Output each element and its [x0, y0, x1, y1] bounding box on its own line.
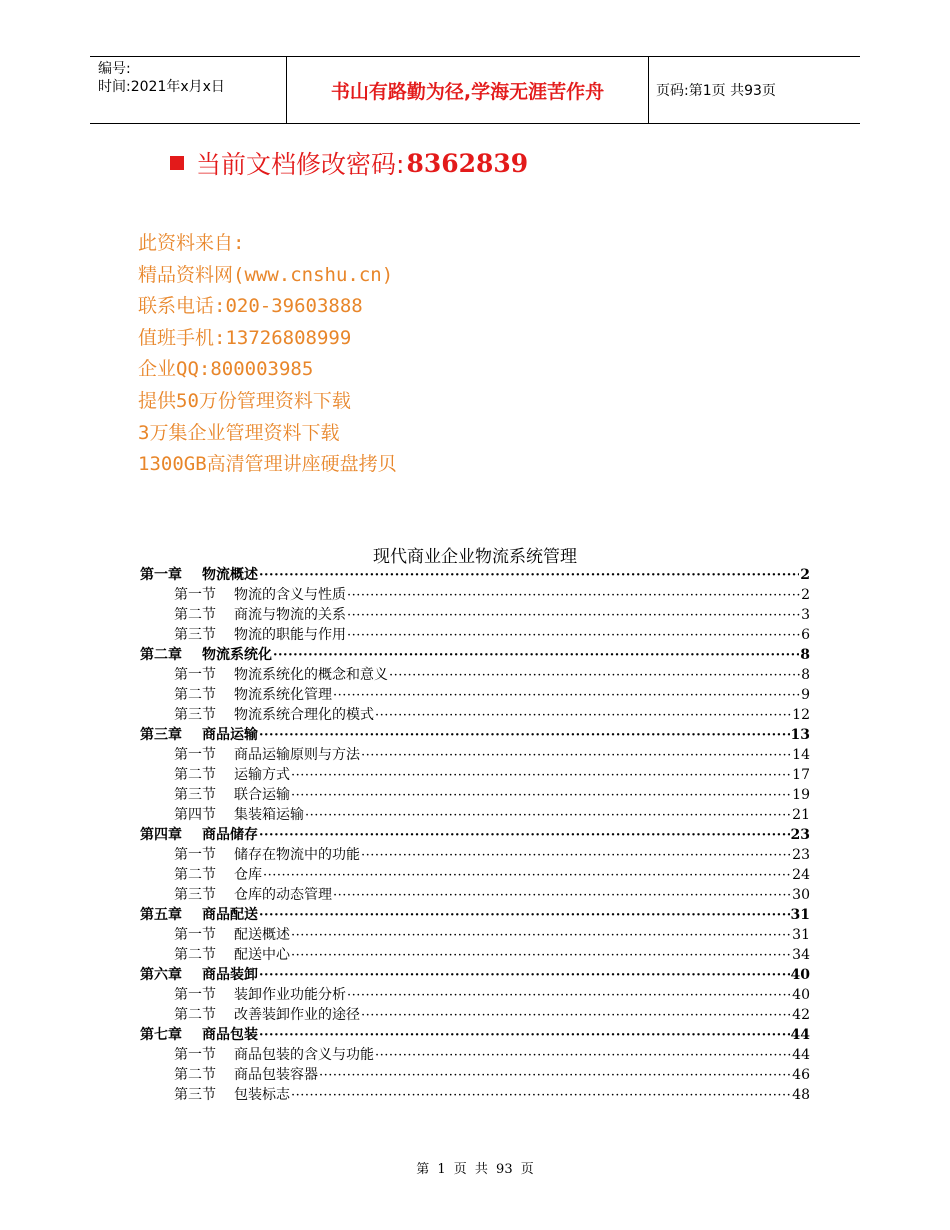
- toc-section-entry: [140, 625, 810, 645]
- toc-entry-page: 34: [792, 947, 810, 963]
- toc-entry-title: 仓库: [234, 867, 262, 883]
- source-line: 1300GB高清管理讲座硬盘拷贝: [138, 453, 397, 476]
- toc-chapter-entry: [140, 965, 810, 985]
- page-header: [90, 56, 860, 124]
- toc-entry-number: 第三节: [174, 787, 216, 803]
- toc-section-entry: [140, 865, 810, 885]
- toc-chapter-entry: [140, 565, 810, 585]
- toc-entry-number: 第一节: [174, 927, 216, 943]
- table-of-contents: [140, 565, 810, 1105]
- toc-leader-dots: [259, 966, 790, 986]
- toc-entry-number: 第三节: [174, 1087, 216, 1103]
- toc-entry-page: 3: [801, 607, 810, 623]
- toc-entry-page: 8: [801, 667, 810, 683]
- toc-section-entry: [140, 1045, 810, 1065]
- password-notice: [170, 143, 528, 183]
- header-motto: 书山有路勤为径,学海无涯苦作舟: [330, 80, 605, 103]
- toc-leader-dots: [361, 846, 791, 866]
- toc-entry-page: 14: [792, 747, 810, 763]
- toc-entry-number: 第三章: [140, 727, 182, 743]
- toc-chapter-entry: [140, 1025, 810, 1045]
- toc-entry-number: 第六章: [140, 967, 182, 983]
- toc-entry-number: 第二节: [174, 1007, 216, 1023]
- toc-entry-page: 40: [790, 967, 810, 983]
- toc-entry-title: 配送中心: [234, 947, 290, 963]
- source-line: 精品资料网(www.cnshu.cn): [138, 263, 394, 286]
- toc-section-entry: [140, 945, 810, 965]
- toc-entry-number: 第二章: [140, 647, 182, 663]
- toc-entry-title: 商品运输原则与方法: [234, 747, 360, 763]
- toc-entry-page: 19: [792, 787, 810, 803]
- toc-chapter-entry: [140, 725, 810, 745]
- toc-entry-page: 21: [792, 807, 810, 823]
- toc-entry-page: 6: [801, 627, 810, 643]
- toc-entry-page: 44: [790, 1027, 810, 1043]
- toc-leader-dots: [319, 1066, 791, 1086]
- toc-entry-title: 储存在物流中的功能: [234, 847, 360, 863]
- toc-entry-number: 第一节: [174, 987, 216, 1003]
- source-line: 提供50万份管理资料下载: [138, 389, 351, 412]
- toc-entry-page: 12: [792, 707, 810, 723]
- toc-section-entry: [140, 845, 810, 865]
- toc-entry-title: 商流与物流的关系: [234, 607, 346, 623]
- toc-entry-page: 46: [792, 1067, 810, 1083]
- toc-entry-number: 第一章: [140, 567, 182, 583]
- toc-leader-dots: [259, 826, 790, 846]
- toc-leader-dots: [291, 786, 791, 806]
- toc-entry-title: 商品储存: [202, 827, 258, 843]
- toc-entry-title: 运输方式: [234, 767, 290, 783]
- toc-entry-number: 第一节: [174, 587, 216, 603]
- toc-entry-number: 第一节: [174, 1047, 216, 1063]
- toc-section-entry: [140, 1065, 810, 1085]
- toc-chapter-entry: [140, 825, 810, 845]
- source-info: [138, 228, 397, 481]
- source-line: 联系电话:020-39603888: [138, 295, 363, 318]
- toc-entry-title: 商品装卸: [202, 967, 258, 983]
- toc-entry-page: 48: [792, 1087, 810, 1103]
- toc-section-entry: [140, 805, 810, 825]
- toc-section-entry: [140, 785, 810, 805]
- toc-section-entry: [140, 1005, 810, 1025]
- toc-entry-number: 第七章: [140, 1027, 182, 1043]
- toc-leader-dots: [305, 806, 791, 826]
- toc-section-entry: [140, 765, 810, 785]
- toc-entry-title: 改善装卸作业的途径: [234, 1007, 360, 1023]
- toc-entry-title: 商品配送: [202, 907, 258, 923]
- toc-leader-dots: [333, 886, 791, 906]
- toc-entry-number: 第二节: [174, 767, 216, 783]
- toc-entry-page: 13: [790, 727, 810, 743]
- toc-section-entry: [140, 925, 810, 945]
- toc-entry-title: 配送概述: [234, 927, 290, 943]
- password-label: 当前文档修改密码:: [196, 150, 405, 179]
- toc-entry-page: 24: [792, 867, 810, 883]
- toc-leader-dots: [333, 686, 800, 706]
- toc-entry-page: 17: [792, 767, 810, 783]
- toc-entry-title: 物流系统化管理: [234, 687, 332, 703]
- toc-entry-number: 第二节: [174, 867, 216, 883]
- bullet-square-icon: [170, 156, 184, 170]
- toc-entry-number: 第二节: [174, 947, 216, 963]
- toc-entry-page: 23: [792, 847, 810, 863]
- toc-entry-number: 第四章: [140, 827, 182, 843]
- toc-entry-title: 物流系统化: [202, 647, 272, 663]
- toc-leader-dots: [273, 646, 799, 666]
- toc-leader-dots: [361, 1006, 791, 1026]
- toc-entry-number: 第二节: [174, 687, 216, 703]
- toc-leader-dots: [259, 1026, 790, 1046]
- toc-entry-title: 商品运输: [202, 727, 258, 743]
- toc-entry-number: 第三节: [174, 627, 216, 643]
- toc-section-entry: [140, 1085, 810, 1105]
- page-footer: 第 1 页 共 93 页: [416, 1162, 534, 1177]
- toc-entry-title: 商品包装容器: [234, 1067, 318, 1083]
- toc-entry-number: 第三节: [174, 887, 216, 903]
- toc-leader-dots: [347, 606, 800, 626]
- toc-entry-number: 第二节: [174, 1067, 216, 1083]
- toc-entry-title: 物流的职能与作用: [234, 627, 346, 643]
- document-time-label: 时间:2021年x月x日: [98, 79, 225, 95]
- toc-entry-title: 联合运输: [234, 787, 290, 803]
- toc-entry-page: 2: [801, 587, 810, 603]
- toc-leader-dots: [291, 946, 791, 966]
- toc-entry-title: 物流的含义与性质: [234, 587, 346, 603]
- toc-entry-page: 23: [790, 827, 810, 843]
- header-page-info: 页码:第1页 共93页: [656, 83, 776, 99]
- source-line: 此资料来自:: [138, 232, 245, 254]
- source-line: 企业QQ:800003985: [138, 358, 314, 381]
- toc-entry-title: 物流概述: [202, 567, 258, 583]
- header-divider: [648, 57, 649, 123]
- toc-leader-dots: [291, 1086, 791, 1106]
- toc-leader-dots: [259, 726, 790, 746]
- toc-leader-dots: [347, 986, 791, 1006]
- source-line: 3万集企业管理资料下载: [138, 421, 340, 444]
- toc-section-entry: [140, 745, 810, 765]
- toc-entry-number: 第一节: [174, 667, 216, 683]
- toc-entry-page: 9: [801, 687, 810, 703]
- toc-entry-title: 物流系统合理化的模式: [234, 707, 374, 723]
- toc-leader-dots: [291, 766, 791, 786]
- toc-section-entry: [140, 605, 810, 625]
- toc-entry-page: 40: [792, 987, 810, 1003]
- toc-section-entry: [140, 585, 810, 605]
- toc-section-entry: [140, 705, 810, 725]
- toc-section-entry: [140, 665, 810, 685]
- toc-section-entry: [140, 885, 810, 905]
- toc-entry-title: 装卸作业功能分析: [234, 987, 346, 1003]
- toc-leader-dots: [263, 866, 791, 886]
- toc-chapter-entry: [140, 905, 810, 925]
- password-value: 8362839: [406, 148, 529, 178]
- toc-leader-dots: [389, 666, 800, 686]
- document-number-label: 编号:: [98, 61, 131, 77]
- toc-entry-title: 包装标志: [234, 1087, 290, 1103]
- toc-leader-dots: [259, 566, 799, 586]
- toc-section-entry: [140, 985, 810, 1005]
- toc-entry-page: 31: [792, 927, 810, 943]
- toc-entry-number: 第一节: [174, 847, 216, 863]
- toc-entry-page: 30: [792, 887, 810, 903]
- toc-entry-page: 42: [792, 1007, 810, 1023]
- toc-leader-dots: [347, 626, 800, 646]
- toc-leader-dots: [375, 706, 791, 726]
- toc-leader-dots: [347, 586, 800, 606]
- toc-entry-title: 商品包装的含义与功能: [234, 1047, 374, 1063]
- header-meta: [98, 60, 288, 96]
- toc-entry-number: 第一节: [174, 747, 216, 763]
- toc-leader-dots: [375, 1046, 791, 1066]
- toc-entry-number: 第三节: [174, 707, 216, 723]
- toc-entry-number: 第五章: [140, 907, 182, 923]
- toc-entry-page: 44: [792, 1047, 810, 1063]
- toc-entry-title: 商品包装: [202, 1027, 258, 1043]
- toc-section-entry: [140, 685, 810, 705]
- toc-entry-title: 集装箱运输: [234, 807, 304, 823]
- toc-entry-title: 仓库的动态管理: [234, 887, 332, 903]
- toc-entry-number: 第四节: [174, 807, 216, 823]
- toc-entry-page: 2: [800, 567, 810, 583]
- toc-entry-number: 第二节: [174, 607, 216, 623]
- source-line: 值班手机:13726808999: [138, 326, 352, 349]
- toc-entry-page: 31: [790, 907, 810, 923]
- toc-leader-dots: [361, 746, 791, 766]
- toc-entry-page: 8: [800, 647, 810, 663]
- toc-leader-dots: [259, 906, 790, 926]
- toc-chapter-entry: [140, 645, 810, 665]
- document-title: 现代商业企业物流系统管理: [373, 547, 577, 567]
- toc-leader-dots: [291, 926, 791, 946]
- toc-entry-title: 物流系统化的概念和意义: [234, 667, 388, 683]
